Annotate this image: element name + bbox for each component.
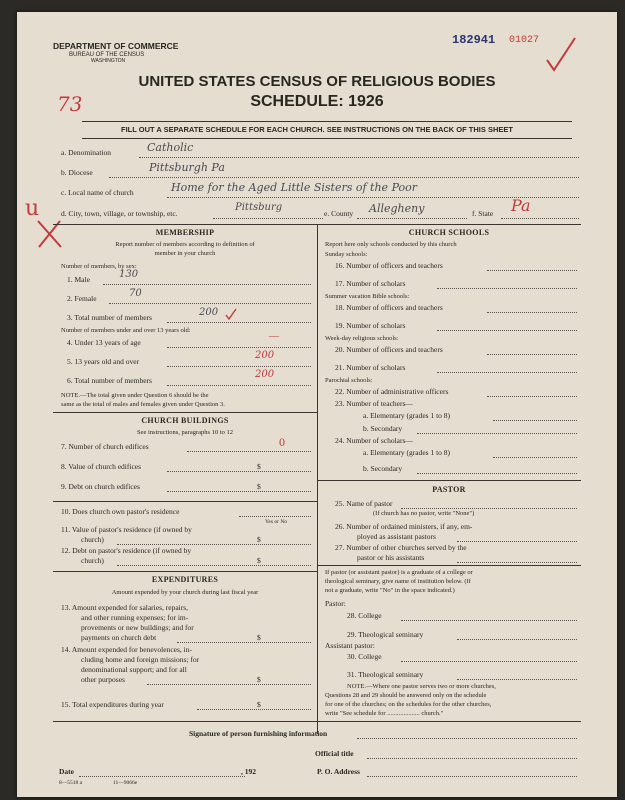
- census-form: [17, 12, 617, 797]
- q26-line-2: ployed as assistant pastors: [357, 532, 436, 541]
- year-label: , 192: [241, 767, 256, 776]
- local-name-label: c. Local name of church: [61, 188, 134, 197]
- q20-label: 20. Number of officers and teachers: [335, 345, 443, 354]
- q6-label: 6. Total number of members: [67, 376, 152, 385]
- q9-dollar: $: [257, 482, 261, 491]
- date-label: Date: [59, 767, 74, 776]
- q14-line-2: cluding home and foreign missions; for: [81, 655, 200, 664]
- form-code-1: 8—5518 a: [59, 780, 83, 786]
- page-mark: 73: [57, 92, 83, 116]
- q27-line-1: 27. Number of other churches served by the: [335, 543, 467, 552]
- grad-note-3: not a graduate, write "No" in the space indicated.): [325, 587, 455, 594]
- q30-label: 30. College: [347, 652, 382, 661]
- q27-line-2: pastor or his assistants: [357, 553, 425, 562]
- state-label: f. State: [472, 209, 494, 218]
- diocese-value: Pittsburgh Pa: [149, 161, 225, 174]
- assistant-label: Assistant pastor:: [325, 641, 375, 650]
- denomination-value: Catholic: [147, 141, 194, 154]
- q11-label: 11. Value of pastor's residence (if owned by: [61, 525, 192, 534]
- summer-label: Summer vacation Bible schools:: [325, 293, 410, 300]
- q25-label: 25. Name of pastor: [335, 499, 393, 508]
- check-small-icon: [225, 308, 237, 320]
- state-value: Pa: [511, 196, 531, 215]
- pastor-note-4: write "See schedule for .................... church.": [325, 710, 444, 717]
- q12-label-2: church): [81, 556, 104, 565]
- pastor-note-3: for one of the churches; on the schedules for the other churches,: [325, 701, 492, 708]
- po-address-label: P. O. Address: [317, 767, 360, 776]
- by-sex-label: Number of members, by sex:: [61, 263, 137, 270]
- grad-note-2: theological seminary, give name of institution below. (If: [325, 578, 471, 585]
- q15-dollar: $: [257, 700, 261, 709]
- q4-value[interactable]: —: [269, 331, 279, 342]
- weekday-label: Week-day religious schools:: [325, 335, 399, 342]
- stamp-number: 182941: [452, 33, 496, 47]
- q7-label: 7. Number of church edifices: [61, 442, 149, 451]
- form-code-2: 11—9066e: [113, 780, 138, 786]
- q7-value[interactable]: 0: [279, 435, 285, 449]
- schools-heading: CHURCH SCHOOLS: [408, 228, 490, 237]
- age-intro: Number of members under and over 13 years old:: [61, 327, 191, 334]
- q10-label: 10. Does church own pastor's residence: [61, 507, 180, 516]
- q28-label: 28. College: [347, 611, 382, 620]
- membership-note-1: NOTE.—The total given under Question 6 should be the: [61, 392, 209, 399]
- membership-intro-1: Report number of members according to definition of: [115, 241, 255, 248]
- buildings-sub: See instructions, paragraphs 10 to 12: [136, 429, 234, 436]
- q2-value[interactable]: 70: [129, 288, 142, 299]
- form-title: UNITED STATES CENSUS OF RELIGIOUS BODIES: [138, 73, 496, 90]
- q14-line-1: 14. Amount expended for benevolences, in-: [61, 645, 193, 654]
- q31-label: 31. Theological seminary: [347, 670, 424, 679]
- q24a-label: a. Elementary (grades 1 to 8): [363, 448, 451, 457]
- bureau-name: BUREAU OF THE CENSUS: [69, 52, 145, 58]
- q16-label: 16. Number of officers and teachers: [335, 261, 443, 270]
- schedule-title: SCHEDULE: 1926: [250, 93, 384, 110]
- pastor-note-1: NOTE.—Where one pastor serves two or more churches,: [347, 683, 496, 690]
- city-label: d. City, town, village, or township, etc.: [61, 209, 178, 218]
- q11-label-2: church): [81, 535, 104, 544]
- q14-line-4: other purposes: [81, 675, 125, 684]
- q1-label: 1. Male: [67, 275, 90, 284]
- q26-line-1: 26. Number of ordained ministers, if any, em-: [335, 522, 473, 531]
- q13-line-2: and other running expenses; for im-: [81, 613, 189, 622]
- local-name-value: Home for the Aged Little Sisters of the Poor: [171, 181, 418, 194]
- membership-heading: MEMBERSHIP: [155, 228, 215, 237]
- yes-no-hint: Yes or No: [265, 519, 288, 525]
- q29-label: 29. Theological seminary: [347, 630, 424, 639]
- q24b-label: b. Secondary: [363, 464, 403, 473]
- sunday-label: Sunday schools:: [325, 251, 368, 258]
- q3-value[interactable]: 200: [199, 307, 219, 318]
- red-mark: u: [25, 196, 40, 221]
- department-name: DEPARTMENT OF COMMERCE: [53, 41, 179, 51]
- parochial-label: Parochial schools:: [325, 377, 373, 384]
- q4-label: 4. Under 13 years of age: [67, 338, 141, 347]
- q13-line-4: payments on church debt: [81, 633, 157, 642]
- denomination-label: a. Denomination: [61, 148, 111, 157]
- city-name: WASHINGTON: [91, 58, 126, 64]
- q1-value[interactable]: 130: [119, 269, 139, 280]
- q11-dollar: $: [257, 535, 261, 544]
- q2-label: 2. Female: [67, 294, 97, 303]
- q22-label: 22. Number of administrative officers: [335, 387, 449, 396]
- q12-dollar: $: [257, 556, 261, 565]
- signature-label: Signature of person furnishing information: [189, 729, 328, 738]
- q24-label: 24. Number of scholars—: [335, 436, 413, 445]
- checkmark-icon: [545, 36, 577, 72]
- q9-label: 9. Debt on church edifices: [61, 482, 140, 491]
- q8-label: 8. Value of church edifices: [61, 462, 142, 471]
- expenditures-sub: Amount expended by your church during last fiscal year: [111, 589, 259, 596]
- q21-label: 21. Number of scholars: [335, 363, 406, 372]
- pastor-note-2: Questions 28 and 29 should be answered only on the schedule: [325, 692, 487, 699]
- q25-note: (If church has no pastor, write "None"): [373, 510, 475, 517]
- county-value: Allegheny: [369, 202, 425, 215]
- q8-dollar: $: [257, 462, 261, 471]
- q23-label: 23. Number of teachers—: [335, 399, 413, 408]
- schools-sub: Report here only schools conducted by this church: [325, 241, 457, 248]
- diocese-label: b. Diocese: [61, 168, 93, 177]
- buildings-heading: CHURCH BUILDINGS: [141, 416, 229, 425]
- q5-value[interactable]: 200: [255, 350, 275, 361]
- q14-line-3: denominational support; and for all: [81, 665, 187, 674]
- q5-label: 5. 13 years old and over: [67, 357, 140, 366]
- grad-note-1: If pastor (or assistant pastor) is a graduate of a college or: [325, 569, 473, 576]
- q13-dollar: $: [257, 633, 261, 642]
- instruction-line: FILL OUT A SEPARATE SCHEDULE FOR EACH CHURCH. SEE INSTRUCTIONS ON THE BACK OF THIS SHEET: [121, 125, 513, 134]
- q13-line-1: 13. Amount expended for salaries, repairs,: [61, 603, 189, 612]
- pastor-label: Pastor:: [325, 599, 346, 608]
- official-title-label: Official title: [315, 749, 354, 758]
- membership-note-2: same as the total of males and females given under Question 3.: [61, 401, 225, 408]
- stamp-number-2: 01027: [509, 35, 540, 46]
- county-label: e. County: [324, 209, 354, 218]
- q12-label: 12. Debt on pastor's residence (if owned by: [61, 546, 192, 555]
- q18-label: 18. Number of officers and teachers: [335, 303, 443, 312]
- pastor-heading: PASTOR: [432, 485, 466, 494]
- city-value: Pittsburg: [235, 202, 283, 213]
- membership-intro-2: member in your church: [154, 250, 216, 257]
- q3-label: 3. Total number of members: [67, 313, 152, 322]
- q13-line-3: provements or new buildings; and for: [81, 623, 194, 632]
- q19-label: 19. Number of scholars: [335, 321, 406, 330]
- q14-dollar: $: [257, 675, 261, 684]
- q6-value[interactable]: 200: [255, 369, 275, 380]
- expenditures-heading: EXPENDITURES: [151, 575, 219, 584]
- q23b-label: b. Secondary: [363, 424, 403, 433]
- q17-label: 17. Number of scholars: [335, 279, 406, 288]
- q15-label: 15. Total expenditures during year: [61, 700, 164, 709]
- q23a-label: a. Elementary (grades 1 to 8): [363, 411, 451, 420]
